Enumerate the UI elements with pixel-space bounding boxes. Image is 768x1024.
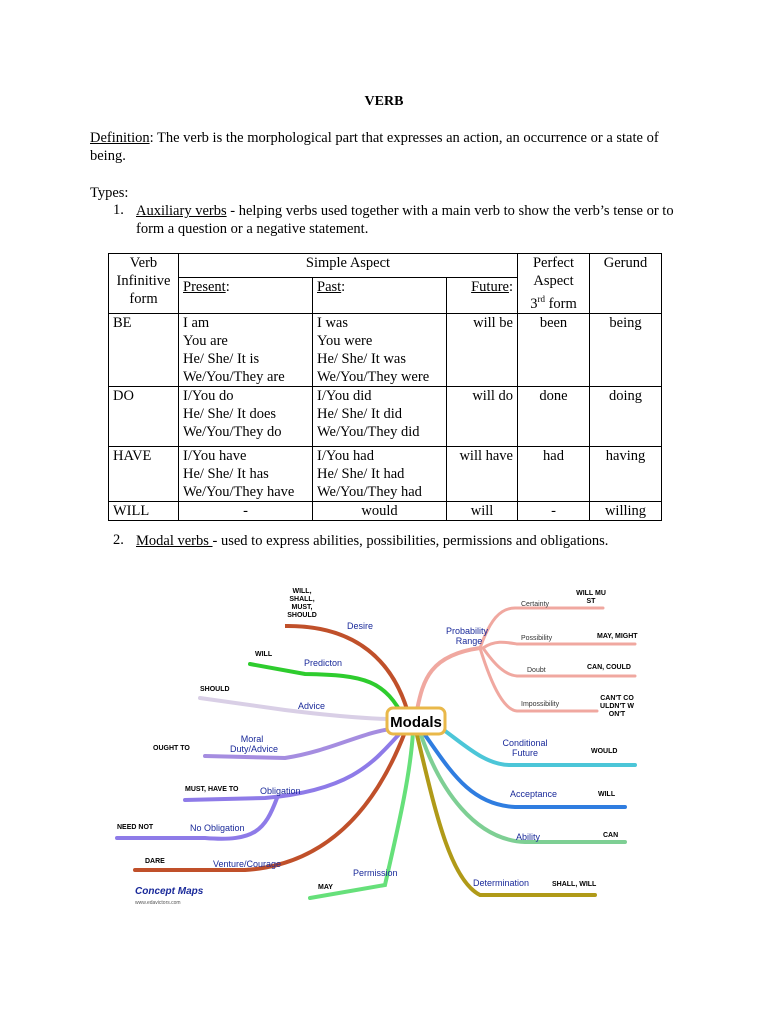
perfect-cell: - <box>518 501 590 520</box>
obligation-label: Obligation <box>260 786 301 796</box>
future-cell: will <box>447 501 518 520</box>
left-values <box>117 588 333 891</box>
table-row <box>109 501 662 520</box>
determination-label: Determination <box>473 878 530 888</box>
gerund-cell: being <box>590 313 662 386</box>
item2-description: - used to express abilities, possibilities, permissions and obligations. <box>212 533 609 549</box>
impossibility-value-2: ULDN'T W <box>600 703 634 710</box>
impossibility-value-3: ON'T <box>608 711 626 718</box>
desire-label: Desire <box>347 621 374 631</box>
sub-possibility-line <box>483 642 635 648</box>
future-cell: will have <box>447 446 518 501</box>
auxiliary-verbs-term: Auxiliary verbs <box>136 203 227 219</box>
item1-text <box>136 202 681 238</box>
header-future: Future: <box>447 277 518 313</box>
item2-text <box>136 532 681 550</box>
item2-number: 2. <box>113 532 124 548</box>
certainty-label: Certainty <box>521 601 550 608</box>
item1-description: - helping verbs used together with a main verb to show the verb’s tense or to form a question or a negative statement. <box>136 203 674 237</box>
header-simple-aspect: Simple Aspect <box>179 254 518 278</box>
modal-verbs-term: Modal verbs <box>136 533 213 549</box>
conditional-label-2: Future <box>511 748 539 758</box>
verb-cell: BE <box>109 313 179 386</box>
future-cell: will be <box>447 313 518 386</box>
verb-cell: WILL <box>109 501 179 520</box>
definition-paragraph <box>90 129 690 165</box>
venture-label: Venture/Courage <box>213 859 282 869</box>
impossibility-value-1: CAN'T CO <box>600 695 634 702</box>
impossibility-label: Impossibility <box>521 701 560 708</box>
types-label: Types: <box>90 185 129 201</box>
certainty-value-1: WILL MU <box>576 590 606 597</box>
item1-number: 1. <box>113 202 124 218</box>
certainty-value-2: ST <box>586 598 596 605</box>
definition-text: : The verb is the morphological part that expresses an action, an occurrence or a state of being. <box>90 130 659 164</box>
advice-value: SHOULD <box>200 686 230 693</box>
probability-label-2: Range <box>455 636 483 646</box>
branch-probability-line <box>417 648 480 710</box>
desire-value-3: MUST, <box>291 604 313 611</box>
doubt-value: CAN, COULD <box>587 664 631 671</box>
noobligation-label: No Obligation <box>190 823 245 833</box>
future-cell: will do <box>447 386 518 446</box>
page-title: VERB <box>364 94 404 109</box>
probability-sublabels <box>521 601 560 708</box>
perfect-cell: had <box>518 446 590 501</box>
moral-value: OUGHT TO <box>153 745 190 752</box>
noobligation-value: NEED NOT <box>117 824 154 831</box>
header-present: Present: <box>179 277 313 313</box>
probability-label-1: Probability <box>445 626 489 636</box>
verb-table <box>108 253 662 521</box>
perfect-cell: done <box>518 386 590 446</box>
brand-url: www.edavictors.com <box>135 900 181 906</box>
desire-value-1: WILL, <box>292 588 312 595</box>
past-cell: I/You had He/ She/ It had We/You/They had <box>313 446 447 501</box>
acceptance-value: WILL <box>598 791 616 798</box>
definition-label: Definition <box>90 130 150 146</box>
gerund-cell: having <box>590 446 662 501</box>
desire-value-4: SHOULD <box>287 612 317 619</box>
table-row <box>109 446 662 501</box>
past-cell: would <box>313 501 447 520</box>
past-cell: I/You did He/ She/ It did We/You/They did <box>313 386 447 446</box>
possibility-label: Possibility <box>521 635 553 642</box>
predicton-value: WILL <box>255 651 273 658</box>
table-header-row-1 <box>109 254 662 278</box>
acceptance-label: Acceptance <box>510 789 558 799</box>
ability-label: Ability <box>516 832 541 842</box>
possibility-value: MAY, MIGHT <box>597 633 638 640</box>
permission-label: Permission <box>353 868 398 878</box>
present-cell: I/You do He/ She/ It does We/You/They do <box>179 386 313 446</box>
perfect-cell: been <box>518 313 590 386</box>
present-cell: I am You are He/ She/ It is We/You/They are <box>179 313 313 386</box>
sub-doubt-line <box>483 648 635 676</box>
past-cell: I was You were He/ She/ It was We/You/They were <box>313 313 447 386</box>
branch-advice-line <box>200 698 387 719</box>
conditional-value: WOULD <box>591 748 618 755</box>
present-cell: - <box>179 501 313 520</box>
obligation-value: MUST, HAVE TO <box>185 786 239 793</box>
header-verb: Verb Infinitive form <box>109 254 179 314</box>
conditional-label-1: Conditional <box>502 738 548 748</box>
moral-label-2: Duty/Advice <box>229 744 279 754</box>
branch-predicton-line <box>250 664 405 720</box>
permission-value: MAY <box>318 884 333 891</box>
table-row <box>109 386 662 446</box>
advice-label: Advice <box>298 701 326 711</box>
table-row <box>109 313 662 386</box>
header-past: Past: <box>313 277 447 313</box>
header-perfect: Perfect Aspect 3rd form <box>518 254 590 314</box>
gerund-cell: doing <box>590 386 662 446</box>
ability-value: CAN <box>603 832 619 839</box>
verb-cell: DO <box>109 386 179 446</box>
center-label: Modals <box>390 714 442 731</box>
venture-value: DARE <box>145 858 165 865</box>
gerund-cell: willing <box>590 501 662 520</box>
predicton-label: Predicton <box>304 658 343 668</box>
modals-mind-map <box>105 580 650 910</box>
present-cell: I/You have He/ She/ It has We/You/They have <box>179 446 313 501</box>
doubt-label: Doubt <box>527 667 546 674</box>
determination-value: SHALL, WILL <box>552 881 597 888</box>
header-gerund: Gerund <box>590 254 662 314</box>
brand-logo-text: Concept Maps <box>135 886 204 897</box>
verb-cell: HAVE <box>109 446 179 501</box>
desire-value-2: SHALL, <box>289 596 315 603</box>
moral-label-1: Moral <box>240 734 264 744</box>
right-labels <box>446 626 557 888</box>
